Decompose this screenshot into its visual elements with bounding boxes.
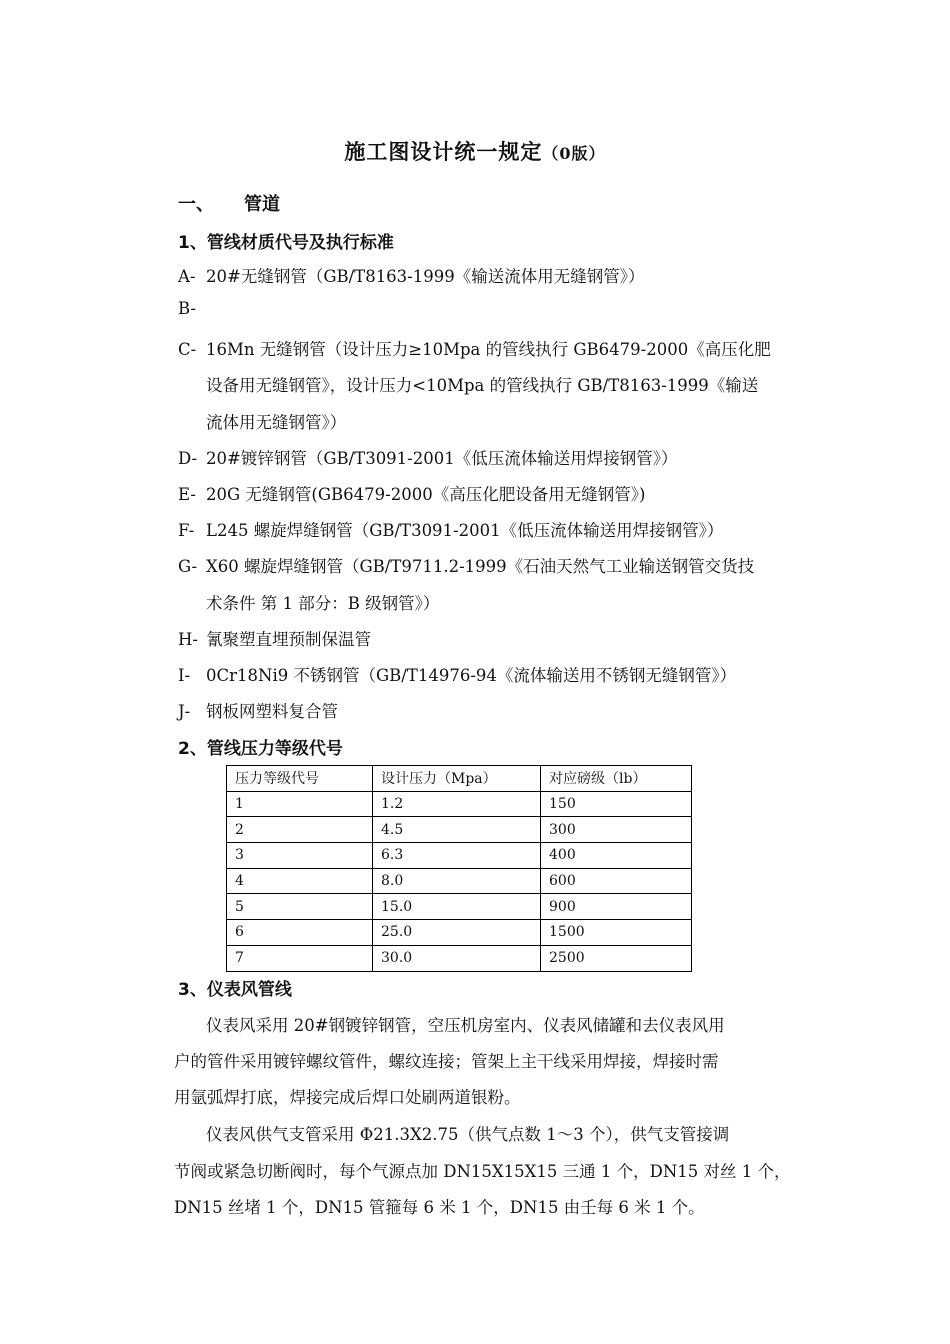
material-desc: 20G 无缝钢管(GB6479-2000《高压化肥设备用无缝钢管》): [206, 485, 646, 504]
table-row: [227, 894, 692, 920]
material-item-h: [178, 626, 818, 650]
page-title: [0, 136, 950, 166]
table-cell: 1500: [541, 920, 692, 946]
material-desc: 钢板网塑料复合管: [206, 702, 338, 721]
table-cell: 6: [227, 920, 373, 946]
table-header-cell: 对应磅级（lb）: [541, 766, 692, 792]
table-row: [227, 945, 692, 971]
material-desc: L245 螺旋焊缝钢管（GB/T3091-2001《低压流体输送用焊接钢管》）: [206, 521, 724, 540]
material-code: D-: [178, 449, 198, 468]
material-desc-cont: 流体用无缝钢管》）: [206, 413, 347, 432]
paragraph-line: 户的管件采用镀锌螺纹管件，螺纹连接；管架上主干线采用焊接，焊接时需: [174, 1052, 719, 1071]
material-code: G-: [178, 557, 198, 576]
table-header-cell: 压力等级代号: [227, 766, 373, 792]
table-cell: 7: [227, 945, 373, 971]
material-desc-cont: 术条件 第 1 部分：B 级钢管》）: [206, 594, 440, 613]
table-cell: 150: [541, 791, 692, 817]
table-row: [227, 868, 692, 894]
table-cell: 6.3: [373, 843, 541, 869]
table-cell: 400: [541, 843, 692, 869]
table-cell: 2500: [541, 945, 692, 971]
table-cell: 5: [227, 894, 373, 920]
pressure-class-table: [226, 765, 692, 972]
material-desc: 20#无缝钢管（GB/T8163-1999《输送流体用无缝钢管》）: [206, 267, 645, 286]
material-code: J-: [178, 702, 191, 721]
table-cell: 600: [541, 868, 692, 894]
table-row: [227, 920, 692, 946]
table-cell: 3: [227, 843, 373, 869]
section-label: 管道: [244, 194, 280, 215]
material-code: F-: [178, 521, 195, 540]
section-number: 一、: [178, 194, 214, 215]
material-code: C-: [178, 340, 197, 359]
material-item-i: [178, 662, 818, 686]
material-code: E-: [178, 485, 196, 504]
material-code: I-: [178, 666, 191, 685]
material-item-c: [178, 336, 818, 360]
material-code: B-: [178, 299, 197, 318]
table-row: [227, 791, 692, 817]
table-cell: 4.5: [373, 817, 541, 843]
material-item-e: [178, 481, 818, 505]
material-desc: 16Mn 无缝钢管（设计压力≥10Mpa 的管线执行 GB6479-2000《高压化肥: [206, 340, 771, 359]
table-row: [227, 817, 692, 843]
table-cell: 30.0: [373, 945, 541, 971]
paragraph-line: 节阀或紧急切断阀时，每个气源点加 DN15X15X15 三通 1 个，DN15 对丝 1 个，: [174, 1162, 791, 1181]
table-cell: 15.0: [373, 894, 541, 920]
material-desc: 20#镀锌钢管（GB/T3091-2001《低压流体输送用焊接钢管》）: [206, 449, 678, 468]
paragraph-line: DN15 丝堵 1 个，DN15 管箍每 6 米 1 个，DN15 由壬每 6 米 1 个。: [174, 1198, 705, 1217]
table-cell: 25.0: [373, 920, 541, 946]
table-header-cell: 设计压力（Mpa）: [373, 766, 541, 792]
table-cell: 2: [227, 817, 373, 843]
subsection-heading-materials: 1、管线材质代号及执行标准: [178, 233, 394, 253]
material-desc-cont: 设备用无缝钢管》，设计压力<10Mpa 的管线执行 GB/T8163-1999《输送: [206, 376, 759, 395]
material-desc: 0Cr18Ni9 不锈钢管（GB/T14976-94《流体输送用不锈钢无缝钢管》）: [206, 666, 737, 685]
subsection-heading-pressure: 2、管线压力等级代号: [178, 739, 343, 759]
paragraph-line: 仪表风供气支管采用 Φ21.3X2.75（供气点数 1～3 个），供气支管接调: [206, 1125, 730, 1144]
title-text: 施工图设计统一规定: [344, 139, 543, 164]
table-row: [227, 843, 692, 869]
material-item-d: [178, 445, 818, 469]
title-version: （0版）: [542, 144, 606, 163]
section-heading: [178, 190, 280, 216]
material-desc: 氰聚塑直埋预制保温管: [206, 630, 371, 649]
table-cell: 1: [227, 791, 373, 817]
table-cell: 4: [227, 868, 373, 894]
material-code: A-: [178, 267, 196, 286]
table-header-row: [227, 766, 692, 792]
table-cell: 300: [541, 817, 692, 843]
material-item-f: [178, 517, 818, 541]
material-item-b: [178, 299, 818, 318]
table-cell: 900: [541, 894, 692, 920]
material-item-j: [178, 698, 818, 722]
material-item-a: [178, 263, 818, 287]
paragraph-line: 用氩弧焊打底，焊接完成后焊口处刷两道银粉。: [174, 1088, 521, 1107]
material-desc: X60 螺旋焊缝钢管（GB/T9711.2-1999《石油天然气工业输送钢管交货技: [206, 557, 755, 576]
table-cell: 8.0: [373, 868, 541, 894]
table-cell: 1.2: [373, 791, 541, 817]
material-item-g: [178, 553, 818, 577]
subsection-heading-instrument-air: 3、仪表风管线: [178, 980, 292, 1000]
material-code: H-: [178, 630, 198, 649]
paragraph-line: 仪表风采用 20#钢镀锌钢管，空压机房室内、仪表风储罐和去仪表风用: [206, 1016, 725, 1035]
